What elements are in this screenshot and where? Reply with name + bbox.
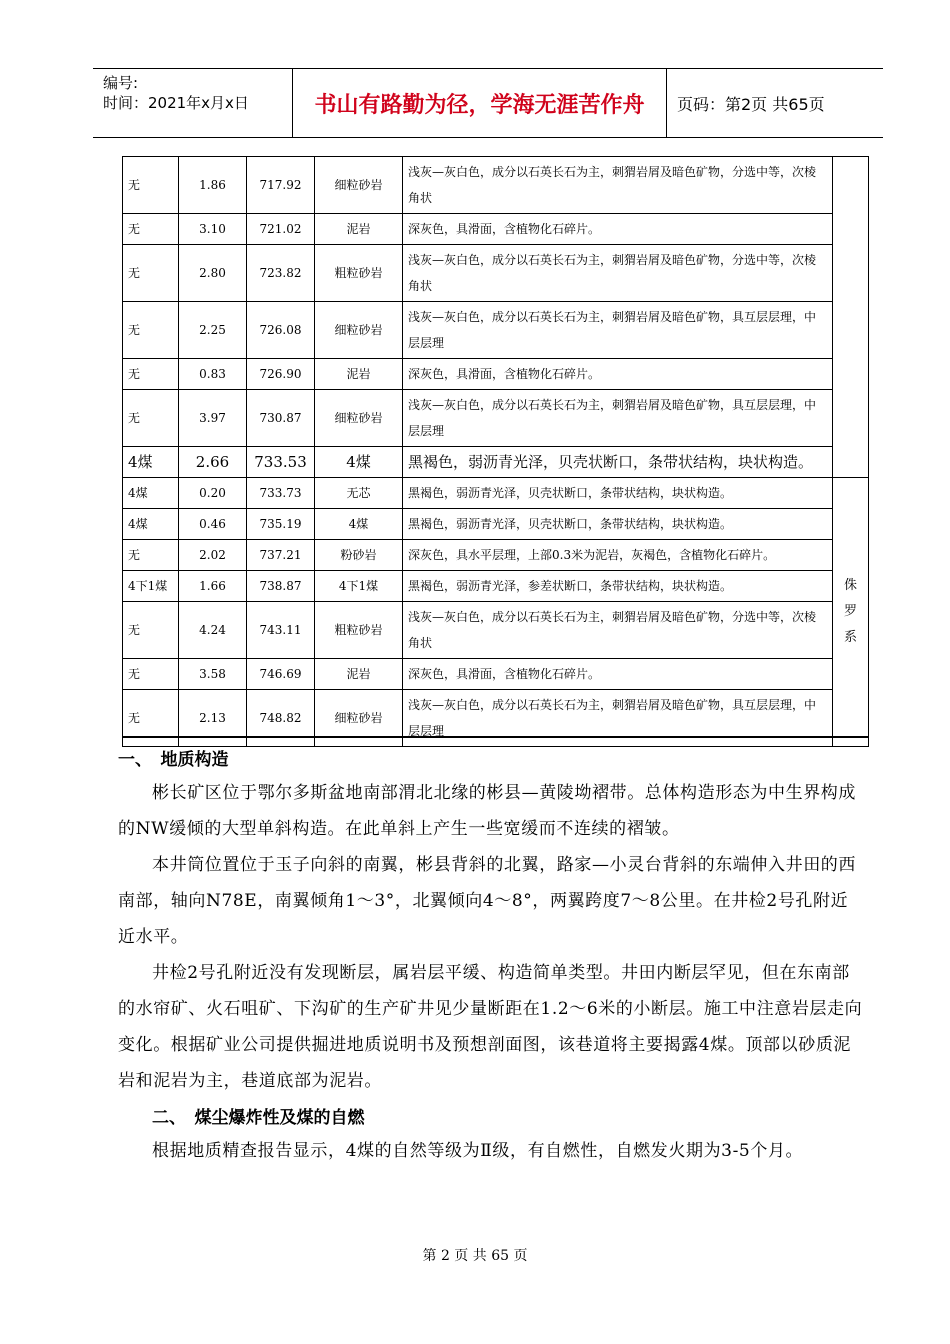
coal-seam-cell: 无 — [123, 602, 179, 659]
table-row — [123, 540, 869, 571]
description-cell: 浅灰—灰白色，成分以石英长石为主，刺猬岩屑及暗色矿物，具互层层理，中层层理 — [403, 302, 833, 359]
lithology-cell: 粗粒砂岩 — [315, 245, 403, 302]
thickness-cell: 0.20 — [179, 478, 247, 509]
description-cell: 黑褐色，弱沥青光泽，贝壳状断口，条带状结构，块状构造。 — [403, 478, 833, 509]
section-1-paragraph-2: 本井筒位置位于玉子向斜的南翼，彬县背斜的北翼，路家—小灵台背斜的东端伸入井田的西南部，轴向N78E，南翼倾角1～3°，北翼倾向4～8°，两翼跨度7～8公里。在井检2号孔附近近水平。 — [118, 855, 856, 947]
depth-cell: 748.82 — [247, 690, 315, 747]
table-row — [123, 245, 869, 302]
table-row — [123, 214, 869, 245]
depth-cell: 735.19 — [247, 509, 315, 540]
table-row — [123, 447, 869, 478]
description-cell: 深灰色，具滑面，含植物化石碎片。 — [403, 214, 833, 245]
page-footer: 第 2 页 共 65 页 — [422, 1248, 528, 1264]
table-row — [123, 602, 869, 659]
thickness-cell: 2.25 — [179, 302, 247, 359]
table-row — [123, 659, 869, 690]
coal-seam-cell: 无 — [123, 157, 179, 214]
lithology-cell: 粉砂岩 — [315, 540, 403, 571]
lithology-cell: 4煤 — [315, 509, 403, 540]
coal-seam-cell: 4下1煤 — [123, 571, 179, 602]
lithology-cell: 泥岩 — [315, 659, 403, 690]
coal-seam-cell: 无 — [123, 690, 179, 747]
header-number-label: 编号: — [103, 74, 139, 92]
lithology-cell: 无芯 — [315, 478, 403, 509]
strata-table — [122, 156, 869, 747]
thickness-cell: 0.83 — [179, 359, 247, 390]
section-2-heading: 二、 煤尘爆炸性及煤的自燃 — [152, 1108, 365, 1128]
description-cell: 浅灰—灰白色，成分以石英长石为主，刺猬岩屑及暗色矿物，分选中等，次棱角状 — [403, 245, 833, 302]
description-cell: 浅灰—灰白色，成分以石英长石为主，刺猬岩屑及暗色矿物，分选中等，次棱角状 — [403, 157, 833, 214]
table-bottom-rule — [122, 736, 868, 738]
coal-seam-cell: 4煤 — [123, 447, 179, 478]
depth-cell: 721.02 — [247, 214, 315, 245]
description-cell: 黑褐色，弱沥青光泽，贝壳状断口，条带状结构，块状构造。 — [403, 447, 833, 478]
description-cell: 浅灰—灰白色，成分以石英长石为主，刺猬岩屑及暗色矿物，具互层层理，中层层理 — [403, 690, 833, 747]
depth-cell: 746.69 — [247, 659, 315, 690]
depth-cell: 737.21 — [247, 540, 315, 571]
coal-seam-cell: 无 — [123, 302, 179, 359]
thickness-cell: 1.86 — [179, 157, 247, 214]
depth-cell: 717.92 — [247, 157, 315, 214]
depth-cell: 726.08 — [247, 302, 315, 359]
thickness-cell: 2.13 — [179, 690, 247, 747]
lithology-cell: 泥岩 — [315, 214, 403, 245]
table-row — [123, 478, 869, 509]
lithology-cell: 粗粒砂岩 — [315, 602, 403, 659]
header-meta — [93, 69, 293, 137]
section-1-heading: 一、 地质构造 — [118, 750, 229, 770]
header-time-label: 时间：2021年x月x日 — [103, 94, 249, 112]
lithology-cell: 泥岩 — [315, 359, 403, 390]
depth-cell: 723.82 — [247, 245, 315, 302]
depth-cell: 733.53 — [247, 447, 315, 478]
document-body — [118, 745, 863, 1169]
table-row — [123, 359, 869, 390]
thickness-cell: 0.46 — [179, 509, 247, 540]
description-cell: 黑褐色，弱沥青光泽，贝壳状断口，条带状结构，块状构造。 — [403, 509, 833, 540]
thickness-cell: 1.66 — [179, 571, 247, 602]
depth-cell: 743.11 — [247, 602, 315, 659]
depth-cell: 738.87 — [247, 571, 315, 602]
table-row — [123, 509, 869, 540]
lithology-cell: 4煤 — [315, 447, 403, 478]
thickness-cell: 3.10 — [179, 214, 247, 245]
coal-seam-cell: 4煤 — [123, 509, 179, 540]
coal-seam-cell: 无 — [123, 245, 179, 302]
thickness-cell: 2.66 — [179, 447, 247, 478]
thickness-cell: 4.24 — [179, 602, 247, 659]
page-header — [93, 68, 883, 138]
thickness-cell: 2.80 — [179, 245, 247, 302]
description-cell: 深灰色，具水平层理，上部0.3米为泥岩，灰褐色，含植物化石碎片。 — [403, 540, 833, 571]
section-2-paragraph-1: 根据地质精查报告显示，4煤的自然等级为Ⅱ级，有自燃性，自燃发火期为3-5个月。 — [152, 1141, 804, 1161]
header-motto: 书山有路勤为径，学海无涯苦作舟 — [293, 69, 667, 137]
lithology-cell: 4下1煤 — [315, 571, 403, 602]
description-cell: 深灰色，具滑面，含植物化石碎片。 — [403, 359, 833, 390]
thickness-cell: 2.02 — [179, 540, 247, 571]
thickness-cell: 3.97 — [179, 390, 247, 447]
coal-seam-cell: 无 — [123, 390, 179, 447]
depth-cell: 733.73 — [247, 478, 315, 509]
coal-seam-cell: 无 — [123, 540, 179, 571]
table-row — [123, 571, 869, 602]
lithology-cell: 细粒砂岩 — [315, 302, 403, 359]
coal-seam-cell: 无 — [123, 214, 179, 245]
era-cell: 侏 罗 系 — [833, 478, 869, 747]
lithology-cell: 细粒砂岩 — [315, 157, 403, 214]
table-row — [123, 157, 869, 214]
description-cell: 深灰色，具滑面，含植物化石碎片。 — [403, 659, 833, 690]
coal-seam-cell: 4煤 — [123, 478, 179, 509]
table-row — [123, 390, 869, 447]
coal-seam-cell: 无 — [123, 359, 179, 390]
header-page-info: 页码：第2页 共65页 — [677, 94, 825, 114]
description-cell: 浅灰—灰白色，成分以石英长石为主，刺猬岩屑及暗色矿物，具互层层理，中层层理 — [403, 390, 833, 447]
section-1-paragraph-3: 井检2号孔附近没有发现断层，属岩层平缓、构造简单类型。井田内断层罕见，但在东南部的水帘矿、火石咀矿、下沟矿的生产矿井见少量断距在1.2～6米的小断层。施工中注意岩层走向变化。根据矿业公司提供掘进地质说明书及预想剖面图，该巷道将主要揭露4煤。顶部以砂质泥岩和泥岩为主，巷道底部为泥岩。 — [118, 963, 863, 1091]
coal-seam-cell: 无 — [123, 659, 179, 690]
thickness-cell: 3.58 — [179, 659, 247, 690]
era-cell-upper — [833, 157, 869, 478]
description-cell: 黑褐色，弱沥青光泽，参差状断口，条带状结构，块状构造。 — [403, 571, 833, 602]
description-cell: 浅灰—灰白色，成分以石英长石为主，刺猬岩屑及暗色矿物，分选中等，次棱角状 — [403, 602, 833, 659]
table-row — [123, 302, 869, 359]
depth-cell: 730.87 — [247, 390, 315, 447]
lithology-cell: 细粒砂岩 — [315, 690, 403, 747]
section-1-paragraph-1: 彬长矿区位于鄂尔多斯盆地南部渭北北缘的彬县—黄陵坳褶带。总体构造形态为中生界构成的NW缓倾的大型单斜构造。在此单斜上产生一些宽缓而不连续的褶皱。 — [118, 783, 856, 839]
depth-cell: 726.90 — [247, 359, 315, 390]
lithology-cell: 细粒砂岩 — [315, 390, 403, 447]
